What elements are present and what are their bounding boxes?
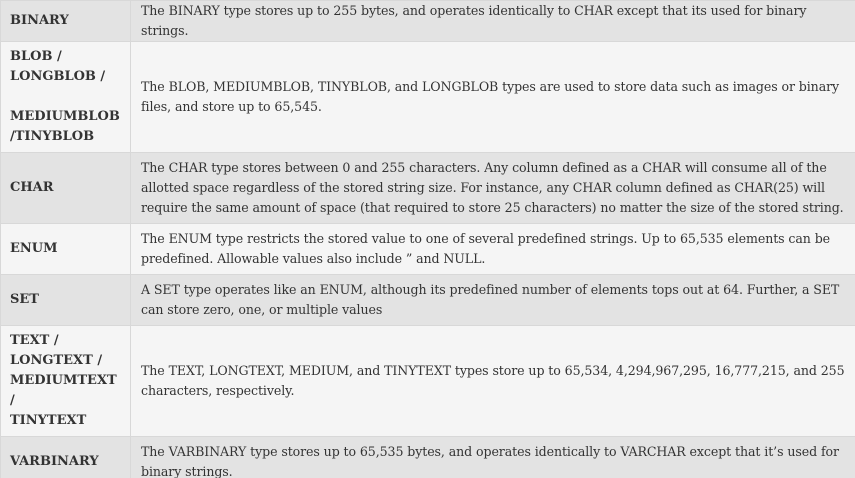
type-name: SET (10, 292, 39, 307)
type-name: CHAR (10, 180, 54, 195)
type-name: TINYTEXT (10, 413, 87, 428)
type-name: BLOB / (10, 49, 62, 64)
type-name: /TINYBLOB (10, 129, 95, 144)
type-description: A SET type operates like an ENUM, although its predefined number of elements tops out at 64. Further, a SET can store zero, one, or multiple values (131, 275, 855, 326)
type-name-cell (1, 326, 131, 437)
table-row (1, 437, 855, 478)
type-name: / (10, 393, 15, 408)
type-name-cell (1, 42, 131, 153)
type-name-cell (1, 153, 131, 224)
type-description: The BLOB, MEDIUMBLOB, TINYBLOB, and LONGBLOB types are used to store data such as images or binary files, and store up to 65,545. (131, 42, 855, 153)
type-name: VARBINARY (10, 454, 99, 469)
type-name: MEDIUMTEXT (10, 373, 117, 388)
table-row (1, 42, 855, 153)
type-description: The VARBINARY type stores up to 65,535 bytes, and operates identically to VARCHAR except that it’s used for binary strings. (131, 437, 855, 478)
type-name: LONGBLOB / (10, 69, 106, 84)
type-name: MEDIUMBLOB (10, 109, 120, 124)
table-row (1, 153, 855, 224)
type-description: The CHAR type stores between 0 and 255 characters. Any column defined as a CHAR will consume all of the allotted space regardless of the stored string size. For instance, any CHAR column defined as CHAR(25) will require the same amount of space (that required to store 25 characters) no matter the size of the stored string. (131, 153, 855, 224)
type-name: LONGTEXT / (10, 353, 103, 368)
table-row (1, 224, 855, 275)
type-name-cell (1, 437, 131, 478)
table-row (1, 1, 855, 42)
table-row (1, 326, 855, 437)
type-name-cell (1, 275, 131, 326)
type-name-cell (1, 1, 131, 42)
type-description: The BINARY type stores up to 255 bytes, and operates identically to CHAR except that its used for binary strings. (131, 1, 855, 42)
type-name-cell (1, 224, 131, 275)
type-description: The ENUM type restricts the stored value to one of several predefined strings. Up to 65,535 elements can be predefined. Allowable values also include ” and NULL. (131, 224, 855, 275)
table-row (1, 275, 855, 326)
type-name: TEXT / (10, 333, 59, 348)
type-name: BINARY (10, 13, 69, 28)
type-description: The TEXT, LONGTEXT, MEDIUM, and TINYTEXT types store up to 65,534, 4,294,967,295, 16,777,215, and 255 characters, respectively. (131, 326, 855, 437)
type-name: ENUM (10, 241, 58, 256)
